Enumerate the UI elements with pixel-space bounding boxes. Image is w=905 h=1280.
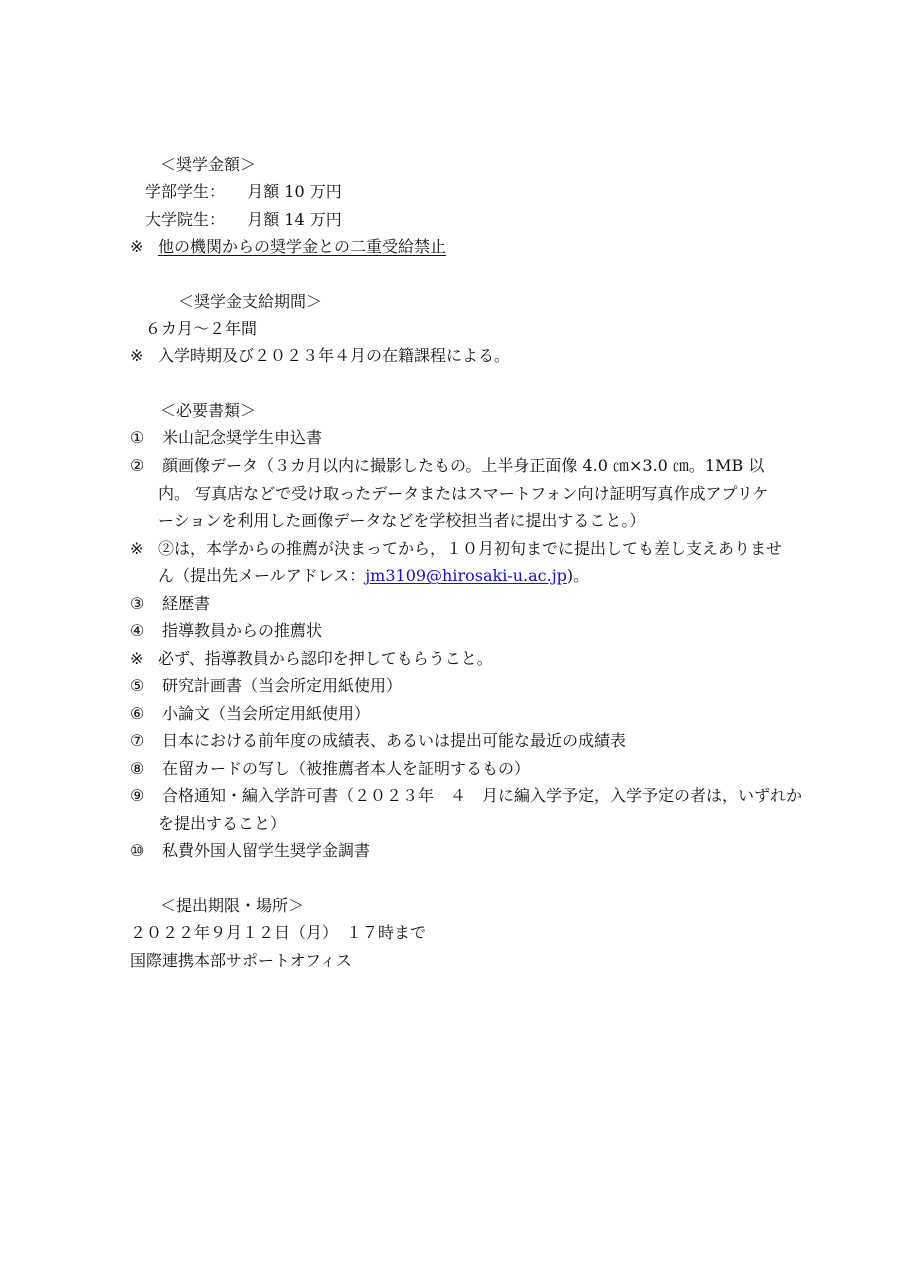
note-mark: ※ bbox=[130, 346, 144, 365]
documents-heading: ＜必要書類＞ bbox=[160, 401, 257, 420]
period-value: ６カ月～２年間 bbox=[145, 319, 258, 338]
note-text: )。 bbox=[566, 566, 590, 585]
deadline-place: 国際連携本部サポートオフィス bbox=[130, 951, 352, 970]
period-note bbox=[130, 346, 510, 366]
doc-item-8 bbox=[130, 759, 530, 779]
item-number: ⑥ bbox=[130, 704, 145, 723]
amount-note-text: 他の機関からの奨学金との二重受給禁止 bbox=[158, 237, 447, 256]
doc-item-9 bbox=[130, 786, 802, 806]
doc-item-9-line-2: を提出すること） bbox=[158, 814, 287, 833]
item-text: 顔画像データ（３カ月以内に撮影したもの。上半身正面像 4.0 ㎝×3.0 ㎝。1MB 以 bbox=[162, 456, 765, 475]
item-text: 小論文（当会所定用紙使用） bbox=[162, 704, 371, 723]
item-number: ⑩ bbox=[130, 841, 145, 860]
item-text: 在留カードの写し（被推薦者本人を証明するもの） bbox=[162, 759, 531, 778]
note-mark: ※ bbox=[130, 649, 144, 668]
item-number: ⑨ bbox=[130, 786, 145, 805]
doc-item-10 bbox=[130, 841, 370, 861]
item-text: 合格通知・編入学許可書（２０２３年 ４ 月に編入学予定，入学予定の者は，いずれか bbox=[162, 786, 803, 805]
email-link[interactable]: jm3109@hirosaki-u.ac.jp bbox=[365, 566, 567, 585]
doc-item-3 bbox=[130, 594, 210, 614]
note-mark: ※ bbox=[130, 237, 144, 256]
item-number: ⑤ bbox=[130, 676, 145, 695]
grad-row bbox=[145, 210, 342, 230]
doc-item-7 bbox=[130, 731, 626, 751]
doc-note-2 bbox=[130, 649, 493, 669]
doc-item-4 bbox=[130, 621, 322, 641]
doc-item-5 bbox=[130, 676, 402, 696]
deadline-date: ２０２２年９月１２日（月） １７時まで bbox=[130, 923, 427, 942]
undergrad-row bbox=[145, 182, 342, 202]
item-text: 経歴書 bbox=[162, 594, 211, 613]
grad-label: 大学院生： bbox=[145, 210, 226, 229]
doc-item-2 bbox=[130, 456, 764, 476]
undergrad-value: 月額 10 万円 bbox=[247, 182, 342, 201]
doc-item-2-line-3: ーションを利用した画像データなどを学校担当者に提出すること。） bbox=[158, 511, 646, 530]
item-text: 私費外国人留学生奨学金調書 bbox=[162, 841, 371, 860]
doc-note-1-line-2 bbox=[158, 566, 589, 586]
item-number: ② bbox=[130, 456, 145, 475]
note-mark: ※ bbox=[130, 539, 144, 558]
deadline-heading: ＜提出期限・場所＞ bbox=[160, 896, 305, 915]
item-text: 指導教員からの推薦状 bbox=[162, 621, 323, 640]
item-number: ⑦ bbox=[130, 731, 145, 750]
period-heading: ＜奨学金支給期間＞ bbox=[178, 292, 323, 311]
note-text: ん（提出先メールアドレス： bbox=[158, 566, 366, 585]
amount-note bbox=[130, 237, 446, 257]
item-text: 研究計画書（当会所定用紙使用） bbox=[162, 676, 403, 695]
period-note-text: 入学時期及び２０２３年４月の在籍課程による。 bbox=[158, 346, 511, 365]
item-number: ⑧ bbox=[130, 759, 145, 778]
note-text: 必ず、指導教員から認印を押してもらうこと。 bbox=[158, 649, 493, 668]
item-number: ③ bbox=[130, 594, 145, 613]
note-text: ②は，本学からの推薦が決まってから，１０月初旬までに提出しても差し支えありませ bbox=[158, 539, 783, 558]
item-number: ① bbox=[130, 428, 145, 447]
item-number: ④ bbox=[130, 621, 145, 640]
doc-note-1 bbox=[130, 539, 782, 559]
doc-item-6 bbox=[130, 704, 370, 724]
doc-item-1 bbox=[130, 428, 322, 448]
grad-value: 月額 14 万円 bbox=[247, 210, 342, 229]
doc-item-2-line-2: 内。 写真店などで受け取ったデータまたはスマートフォン向け証明写真作成アプリケ bbox=[158, 484, 769, 503]
item-text: 米山記念奨学生申込書 bbox=[162, 428, 323, 447]
item-text: 日本における前年度の成績表、あるいは提出可能な最近の成績表 bbox=[162, 731, 627, 750]
amount-heading: ＜奨学金額＞ bbox=[160, 155, 257, 174]
undergrad-label: 学部学生： bbox=[145, 182, 226, 201]
